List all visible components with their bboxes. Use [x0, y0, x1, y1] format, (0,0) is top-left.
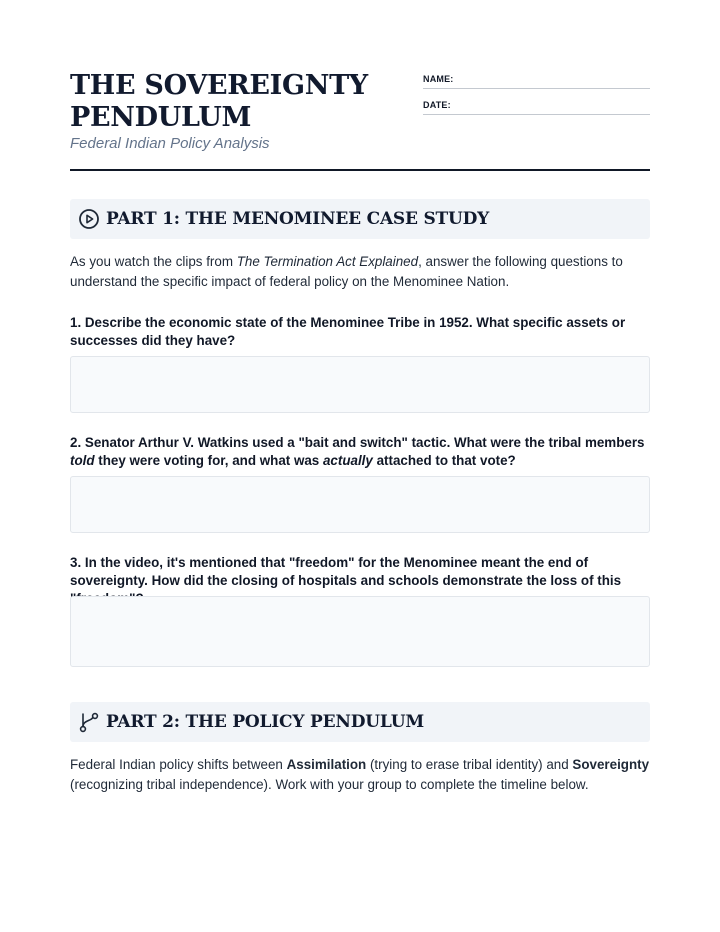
part2-title: PART 2: THE POLICY PENDULUM	[106, 712, 424, 732]
video-title: The Termination Act Explained	[236, 254, 419, 269]
answer-box-1[interactable]	[70, 356, 650, 413]
name-field[interactable]	[423, 68, 650, 89]
branch-icon	[78, 711, 100, 733]
question-1: 1. Describe the economic state of the Menominee Tribe in 1952. What specific assets or successes did they have?	[70, 315, 626, 348]
question-2: 2. Senator Arthur V. Watkins used a "bait and switch" tactic. What were the tribal members told they were voting for, and what was actually attached to that vote?	[70, 435, 645, 468]
date-label: DATE:	[423, 100, 451, 110]
question-3: 3. In the video, it's mentioned that "freedom" for the Menominee meant the end of sovereignty. How did the closing of hospitals and schools demonstrate the loss of this	[70, 555, 622, 588]
part2-intro: Federal Indian policy shifts between Assimilation (trying to erase tribal identity) and Sovereignty (recognizing tribal independence). Work with your group to complete the timeline below.	[70, 757, 650, 792]
worksheet-subtitle: Federal Indian Policy Analysis	[70, 135, 270, 152]
worksheet-title: THE SOVEREIGNTY PENDULUM	[70, 70, 368, 133]
assimilation-term: Assimilation	[286, 757, 367, 772]
part1-title: PART 1: THE MENOMINEE CASE STUDY	[106, 209, 490, 229]
sovereignty-term: Sovereignty	[572, 757, 650, 772]
date-field[interactable]	[423, 94, 650, 115]
part1-banner	[70, 199, 650, 239]
name-label: NAME:	[423, 74, 454, 84]
part1-intro: As you watch the clips from The Termination Act Explained, answer the following questions to understand the specific impact of federal policy on the Menominee Nation.	[70, 254, 623, 289]
student-info-fields	[423, 68, 650, 120]
worksheet-header	[70, 68, 650, 171]
play-circle-icon	[78, 208, 100, 230]
answer-box-3[interactable]	[70, 596, 650, 667]
part2-banner	[70, 702, 650, 742]
answer-box-2[interactable]	[70, 476, 650, 533]
